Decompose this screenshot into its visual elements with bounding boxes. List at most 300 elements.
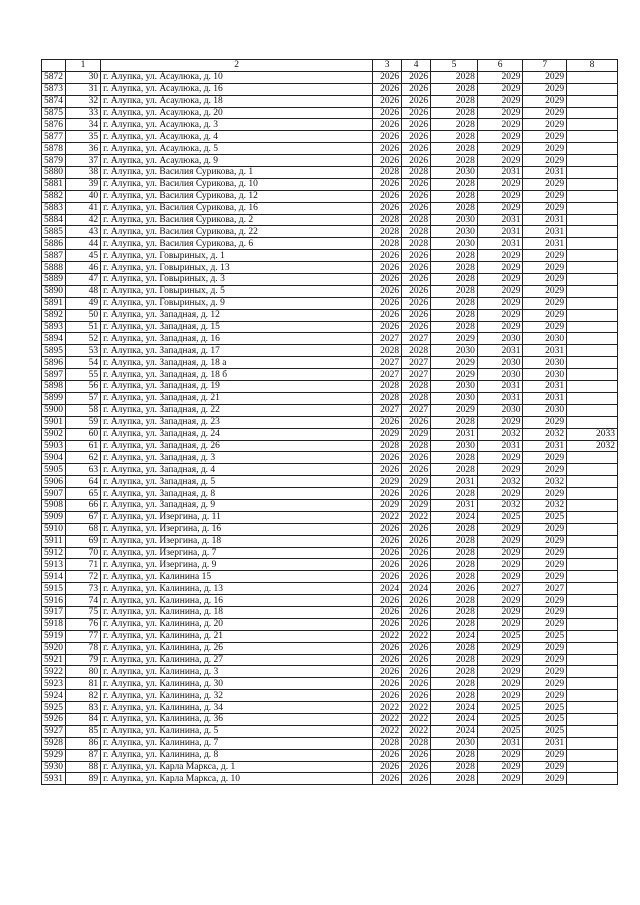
cell-item-number: 75: [65, 606, 100, 618]
cell-col-5: 2030: [431, 214, 478, 226]
table-row: [42, 250, 618, 262]
cell-col-7: 2029: [523, 535, 567, 547]
cell-address: г. Алупка, ул. Асаулюка, д. 3: [101, 119, 373, 131]
cell-item-number: 42: [65, 214, 100, 226]
cell-col-4: 2026: [402, 488, 431, 500]
table-row: [42, 535, 618, 547]
cell-col-4: 2026: [402, 678, 431, 690]
cell-row-number: 5876: [42, 119, 66, 131]
cell-col-5: 2028: [431, 464, 478, 476]
table-row: [42, 190, 618, 202]
cell-item-number: 68: [65, 523, 100, 535]
table-row: [42, 226, 618, 238]
cell-col-4: 2026: [402, 535, 431, 547]
cell-col-4: 2028: [402, 381, 431, 393]
cell-row-number: 5899: [42, 392, 66, 404]
cell-address: г. Алупка, ул. Говыриных, д. 1: [101, 250, 373, 262]
cell-row-number: 5872: [42, 71, 66, 83]
cell-col-6: 2031: [477, 381, 523, 393]
cell-col-6: 2029: [477, 666, 523, 678]
cell-col-7: 2029: [523, 202, 567, 214]
cell-col-3: 2027: [373, 404, 402, 416]
cell-col-6: 2029: [477, 595, 523, 607]
cell-col-3: 2026: [373, 274, 402, 286]
cell-item-number: 80: [65, 666, 100, 678]
table-row: [42, 464, 618, 476]
cell-col-7: 2032: [523, 428, 567, 440]
table-row: [42, 167, 618, 179]
cell-col-3: 2026: [373, 749, 402, 761]
cell-item-number: 43: [65, 226, 100, 238]
cell-col-5: 2028: [431, 690, 478, 702]
cell-address: г. Алупка, ул. Калинина, д. 32: [101, 690, 373, 702]
cell-address: г. Алупка, ул. Западная, д. 17: [101, 345, 373, 357]
cell-row-number: 5913: [42, 559, 66, 571]
table-row: [42, 83, 618, 95]
cell-address: г. Алупка, ул. Западная, д. 15: [101, 321, 373, 333]
cell-row-number: 5904: [42, 452, 66, 464]
cell-col-3: 2027: [373, 369, 402, 381]
cell-item-number: 61: [65, 440, 100, 452]
cell-col-7: 2025: [523, 725, 567, 737]
cell-col-8: [567, 571, 618, 583]
cell-col-5: 2031: [431, 476, 478, 488]
cell-col-4: 2028: [402, 238, 431, 250]
cell-address: г. Алупка, ул. Западная, д. 9: [101, 499, 373, 511]
cell-col-7: 2025: [523, 702, 567, 714]
table-row: [42, 523, 618, 535]
cell-col-7: 2029: [523, 523, 567, 535]
cell-item-number: 81: [65, 678, 100, 690]
cell-col-5: 2028: [431, 416, 478, 428]
cell-address: г. Алупка, ул. Западная, д. 4: [101, 464, 373, 476]
cell-col-3: 2026: [373, 95, 402, 107]
table-row: [42, 666, 618, 678]
cell-col-7: 2029: [523, 559, 567, 571]
cell-item-number: 57: [65, 392, 100, 404]
cell-col-5: 2024: [431, 702, 478, 714]
cell-col-8: [567, 452, 618, 464]
cell-col-3: 2026: [373, 571, 402, 583]
cell-col-7: 2029: [523, 666, 567, 678]
cell-col-6: 2029: [477, 155, 523, 167]
cell-address: г. Алупка, ул. Калинина, д. 13: [101, 583, 373, 595]
cell-col-3: 2026: [373, 559, 402, 571]
cell-col-6: 2029: [477, 654, 523, 666]
cell-col-8: [567, 618, 618, 630]
cell-col-3: 2026: [373, 618, 402, 630]
cell-col-6: 2030: [477, 369, 523, 381]
cell-item-number: 72: [65, 571, 100, 583]
table-row: [42, 416, 618, 428]
cell-col-4: 2026: [402, 523, 431, 535]
cell-col-3: 2026: [373, 761, 402, 773]
cell-col-7: 2025: [523, 511, 567, 523]
cell-col-7: 2031: [523, 440, 567, 452]
cell-address: г. Алупка, ул. Василия Сурикова, д. 16: [101, 202, 373, 214]
cell-col-6: 2029: [477, 416, 523, 428]
cell-col-7: 2029: [523, 178, 567, 190]
cell-col-5: 2030: [431, 440, 478, 452]
cell-col-7: 2031: [523, 345, 567, 357]
table-row: [42, 690, 618, 702]
cell-item-number: 63: [65, 464, 100, 476]
cell-col-5: 2028: [431, 642, 478, 654]
table-row: [42, 702, 618, 714]
cell-col-4: 2026: [402, 571, 431, 583]
cell-col-8: [567, 202, 618, 214]
cell-address: г. Алупка, ул. Западная, д. 5: [101, 476, 373, 488]
cell-address: г. Алупка, ул. Василия Сурикова, д. 2: [101, 214, 373, 226]
cell-col-3: 2026: [373, 178, 402, 190]
cell-address: г. Алупка, ул. Западная, д. 22: [101, 404, 373, 416]
cell-col-3: 2026: [373, 666, 402, 678]
cell-col-3: 2028: [373, 226, 402, 238]
cell-row-number: 5916: [42, 595, 66, 607]
cell-item-number: 32: [65, 95, 100, 107]
cell-col-5: 2028: [431, 71, 478, 83]
table-row: [42, 737, 618, 749]
cell-row-number: 5902: [42, 428, 66, 440]
cell-item-number: 47: [65, 274, 100, 286]
cell-col-7: 2030: [523, 333, 567, 345]
table-row: [42, 321, 618, 333]
cell-row-number: 5891: [42, 297, 66, 309]
cell-col-3: 2028: [373, 214, 402, 226]
cell-col-4: 2026: [402, 178, 431, 190]
table-body: [42, 60, 618, 785]
table-row: [42, 547, 618, 559]
cell-col-7: 2029: [523, 131, 567, 143]
table-row: [42, 583, 618, 595]
cell-row-number: 5905: [42, 464, 66, 476]
header-cell: 5: [431, 60, 478, 72]
cell-col-4: 2026: [402, 250, 431, 262]
cell-col-4: 2026: [402, 309, 431, 321]
cell-col-6: 2027: [477, 583, 523, 595]
cell-col-4: 2026: [402, 618, 431, 630]
cell-col-3: 2026: [373, 131, 402, 143]
cell-item-number: 64: [65, 476, 100, 488]
cell-col-8: [567, 167, 618, 179]
cell-col-4: 2026: [402, 595, 431, 607]
cell-col-4: 2026: [402, 143, 431, 155]
cell-item-number: 88: [65, 761, 100, 773]
cell-col-7: 2032: [523, 476, 567, 488]
cell-address: г. Алупка, ул. Калинина, д. 5: [101, 725, 373, 737]
cell-col-6: 2032: [477, 476, 523, 488]
table-row: [42, 357, 618, 369]
header-cell: 3: [373, 60, 402, 72]
cell-col-8: [567, 464, 618, 476]
cell-col-5: 2028: [431, 297, 478, 309]
cell-row-number: 5921: [42, 654, 66, 666]
cell-col-6: 2030: [477, 404, 523, 416]
cell-col-5: 2030: [431, 226, 478, 238]
cell-col-6: 2029: [477, 202, 523, 214]
cell-col-8: [567, 83, 618, 95]
cell-col-5: 2028: [431, 119, 478, 131]
cell-col-7: 2029: [523, 155, 567, 167]
cell-item-number: 76: [65, 618, 100, 630]
cell-col-7: 2029: [523, 773, 567, 785]
cell-col-4: 2026: [402, 773, 431, 785]
cell-col-4: 2026: [402, 416, 431, 428]
cell-col-7: 2029: [523, 488, 567, 500]
cell-col-7: 2031: [523, 226, 567, 238]
cell-item-number: 55: [65, 369, 100, 381]
cell-row-number: 5906: [42, 476, 66, 488]
cell-item-number: 70: [65, 547, 100, 559]
cell-col-8: 2033: [567, 428, 618, 440]
cell-col-7: 2029: [523, 285, 567, 297]
cell-col-3: 2026: [373, 71, 402, 83]
table-row: [42, 749, 618, 761]
cell-col-8: [567, 547, 618, 559]
cell-row-number: 5885: [42, 226, 66, 238]
cell-col-3: 2028: [373, 238, 402, 250]
cell-col-8: [567, 702, 618, 714]
cell-address: г. Алупка, ул. Калинина, д. 36: [101, 713, 373, 725]
cell-col-3: 2026: [373, 202, 402, 214]
cell-col-5: 2029: [431, 357, 478, 369]
cell-col-7: 2029: [523, 83, 567, 95]
cell-col-5: 2028: [431, 452, 478, 464]
cell-col-3: 2028: [373, 381, 402, 393]
cell-col-7: 2029: [523, 749, 567, 761]
table-row: [42, 95, 618, 107]
header-cell: 6: [477, 60, 523, 72]
cell-address: г. Алупка, ул. Калинина, д. 16: [101, 595, 373, 607]
cell-col-5: 2028: [431, 202, 478, 214]
cell-col-6: 2029: [477, 547, 523, 559]
cell-col-5: 2028: [431, 749, 478, 761]
cell-col-5: 2028: [431, 535, 478, 547]
cell-col-3: 2026: [373, 285, 402, 297]
cell-item-number: 66: [65, 499, 100, 511]
cell-col-6: 2029: [477, 107, 523, 119]
cell-col-6: 2032: [477, 499, 523, 511]
cell-col-4: 2029: [402, 428, 431, 440]
cell-col-7: 2029: [523, 761, 567, 773]
cell-row-number: 5889: [42, 274, 66, 286]
cell-item-number: 52: [65, 333, 100, 345]
cell-col-5: 2028: [431, 488, 478, 500]
table-row: [42, 274, 618, 286]
cell-address: г. Алупка, ул. Калинина, д. 34: [101, 702, 373, 714]
cell-col-3: 2026: [373, 250, 402, 262]
cell-col-4: 2026: [402, 202, 431, 214]
cell-row-number: 5882: [42, 190, 66, 202]
cell-col-6: 2029: [477, 178, 523, 190]
cell-item-number: 87: [65, 749, 100, 761]
cell-col-4: 2026: [402, 119, 431, 131]
cell-col-7: 2029: [523, 190, 567, 202]
cell-col-7: 2025: [523, 630, 567, 642]
cell-address: г. Алупка, ул. Изергина, д. 11: [101, 511, 373, 523]
cell-item-number: 54: [65, 357, 100, 369]
cell-item-number: 44: [65, 238, 100, 250]
cell-row-number: 5908: [42, 499, 66, 511]
cell-col-6: 2031: [477, 392, 523, 404]
cell-col-3: 2026: [373, 107, 402, 119]
cell-col-5: 2029: [431, 333, 478, 345]
cell-col-5: 2028: [431, 95, 478, 107]
table-row: [42, 333, 618, 345]
cell-col-8: [567, 274, 618, 286]
cell-address: г. Алупка, ул. Говыриных, д. 5: [101, 285, 373, 297]
cell-address: г. Алупка, ул. Калинина, д. 27: [101, 654, 373, 666]
document-page: [41, 59, 618, 785]
cell-row-number: 5898: [42, 381, 66, 393]
cell-col-7: 2029: [523, 452, 567, 464]
table-row: [42, 678, 618, 690]
cell-col-7: 2030: [523, 404, 567, 416]
cell-col-6: 2029: [477, 559, 523, 571]
table-row: [42, 761, 618, 773]
cell-row-number: 5897: [42, 369, 66, 381]
cell-col-8: [567, 107, 618, 119]
cell-col-3: 2022: [373, 702, 402, 714]
cell-col-6: 2030: [477, 333, 523, 345]
cell-address: г. Алупка, ул. Асаулюка, д. 20: [101, 107, 373, 119]
cell-item-number: 50: [65, 309, 100, 321]
cell-row-number: 5929: [42, 749, 66, 761]
cell-item-number: 62: [65, 452, 100, 464]
cell-item-number: 79: [65, 654, 100, 666]
table-row: [42, 285, 618, 297]
cell-col-4: 2026: [402, 95, 431, 107]
cell-item-number: 35: [65, 131, 100, 143]
cell-col-7: 2029: [523, 464, 567, 476]
cell-address: г. Алупка, ул. Василия Сурикова, д. 12: [101, 190, 373, 202]
table-row: [42, 713, 618, 725]
cell-address: г. Алупка, ул. Карла Маркса, д. 10: [101, 773, 373, 785]
cell-row-number: 5893: [42, 321, 66, 333]
cell-col-5: 2028: [431, 250, 478, 262]
cell-col-8: [567, 262, 618, 274]
cell-col-4: 2026: [402, 666, 431, 678]
cell-col-8: [567, 190, 618, 202]
cell-col-5: 2030: [431, 381, 478, 393]
table-row: [42, 618, 618, 630]
cell-col-3: 2028: [373, 167, 402, 179]
cell-col-5: 2028: [431, 190, 478, 202]
table-row: [42, 107, 618, 119]
cell-col-5: 2024: [431, 725, 478, 737]
cell-col-6: 2029: [477, 190, 523, 202]
cell-col-3: 2022: [373, 511, 402, 523]
cell-address: г. Алупка, ул. Калинина 15: [101, 571, 373, 583]
cell-address: г. Алупка, ул. Калинина, д. 7: [101, 737, 373, 749]
cell-row-number: 5926: [42, 713, 66, 725]
cell-col-5: 2028: [431, 285, 478, 297]
cell-col-6: 2032: [477, 428, 523, 440]
cell-row-number: 5880: [42, 167, 66, 179]
cell-col-5: 2028: [431, 321, 478, 333]
cell-col-8: [567, 309, 618, 321]
cell-row-number: 5892: [42, 309, 66, 321]
cell-col-3: 2027: [373, 357, 402, 369]
cell-item-number: 40: [65, 190, 100, 202]
cell-col-3: 2022: [373, 725, 402, 737]
cell-col-3: 2024: [373, 583, 402, 595]
cell-col-4: 2027: [402, 369, 431, 381]
cell-col-3: 2026: [373, 143, 402, 155]
cell-col-4: 2026: [402, 559, 431, 571]
cell-item-number: 73: [65, 583, 100, 595]
cell-item-number: 53: [65, 345, 100, 357]
cell-col-8: [567, 488, 618, 500]
cell-col-6: 2029: [477, 464, 523, 476]
cell-row-number: 5890: [42, 285, 66, 297]
table-row: [42, 309, 618, 321]
cell-col-5: 2031: [431, 499, 478, 511]
table-row: [42, 143, 618, 155]
cell-col-3: 2026: [373, 773, 402, 785]
cell-col-8: [567, 690, 618, 702]
cell-col-5: 2028: [431, 678, 478, 690]
cell-col-3: 2026: [373, 654, 402, 666]
cell-item-number: 60: [65, 428, 100, 440]
cell-col-5: 2028: [431, 83, 478, 95]
cell-col-8: [567, 250, 618, 262]
cell-col-6: 2029: [477, 606, 523, 618]
cell-col-7: 2031: [523, 238, 567, 250]
cell-item-number: 46: [65, 262, 100, 274]
cell-col-8: [567, 761, 618, 773]
cell-col-4: 2026: [402, 190, 431, 202]
cell-col-3: 2029: [373, 428, 402, 440]
cell-row-number: 5924: [42, 690, 66, 702]
cell-col-3: 2026: [373, 464, 402, 476]
cell-col-4: 2026: [402, 155, 431, 167]
cell-row-number: 5878: [42, 143, 66, 155]
cell-col-8: [567, 155, 618, 167]
cell-col-5: 2028: [431, 559, 478, 571]
cell-col-8: [567, 595, 618, 607]
cell-col-3: 2026: [373, 119, 402, 131]
cell-col-3: 2026: [373, 190, 402, 202]
table-row: [42, 571, 618, 583]
cell-col-4: 2028: [402, 737, 431, 749]
cell-col-5: 2030: [431, 238, 478, 250]
cell-col-3: 2026: [373, 155, 402, 167]
cell-address: г. Алупка, ул. Василия Сурикова, д. 22: [101, 226, 373, 238]
table-row: [42, 630, 618, 642]
cell-col-7: 2029: [523, 321, 567, 333]
cell-col-7: 2029: [523, 297, 567, 309]
cell-col-6: 2029: [477, 143, 523, 155]
cell-address: г. Алупка, ул. Калинина, д. 20: [101, 618, 373, 630]
cell-col-4: 2028: [402, 214, 431, 226]
cell-row-number: 5887: [42, 250, 66, 262]
cell-col-6: 2029: [477, 321, 523, 333]
cell-col-4: 2024: [402, 583, 431, 595]
cell-row-number: 5886: [42, 238, 66, 250]
cell-col-4: 2026: [402, 71, 431, 83]
table-row: [42, 71, 618, 83]
cell-col-5: 2028: [431, 606, 478, 618]
cell-col-3: 2026: [373, 452, 402, 464]
cell-col-8: 2032: [567, 440, 618, 452]
cell-col-3: 2026: [373, 595, 402, 607]
cell-col-3: 2026: [373, 321, 402, 333]
cell-row-number: 5907: [42, 488, 66, 500]
cell-row-number: 5918: [42, 618, 66, 630]
cell-col-4: 2022: [402, 702, 431, 714]
cell-row-number: 5930: [42, 761, 66, 773]
